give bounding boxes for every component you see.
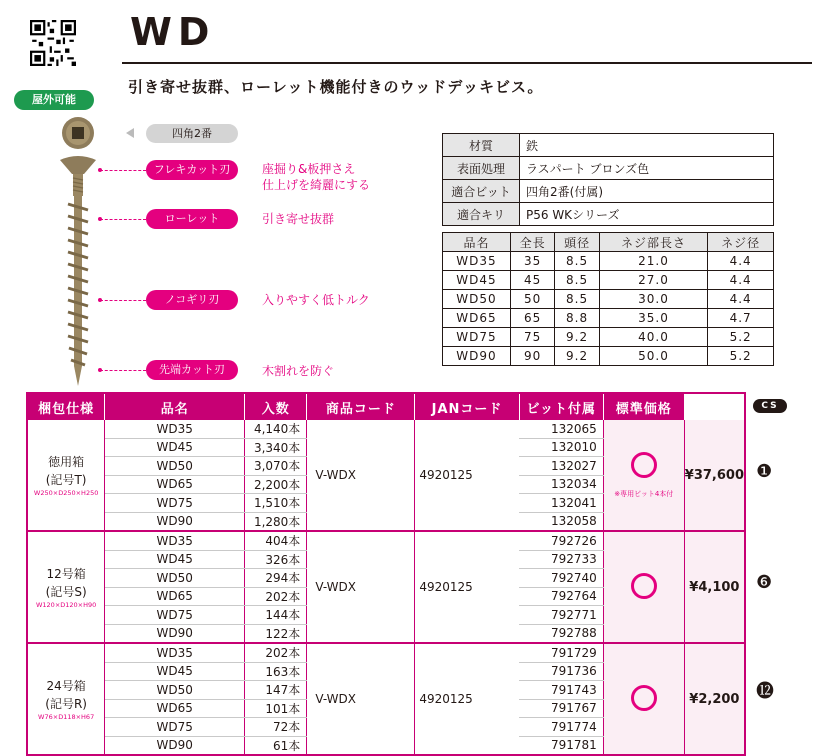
jan-suffix: 132010 <box>519 438 603 457</box>
dims-cell: 5.2 <box>708 347 774 366</box>
column-header: JANコード <box>415 393 519 420</box>
feature-tag-saw: ノコギリ刃 <box>146 290 238 310</box>
quantity: 404本 <box>245 531 307 550</box>
column-header: 入数 <box>245 393 307 420</box>
quantity: 147本 <box>245 681 307 700</box>
pack-cell <box>27 420 105 531</box>
bit-note: ※専用ビット4本付 <box>614 489 674 498</box>
quantity: 61本 <box>245 736 307 755</box>
jan-suffix: 132065 <box>519 420 603 438</box>
code-prefix-text: V-WDX <box>315 468 356 482</box>
product-name: WD45 <box>105 662 245 681</box>
quantity: 72本 <box>245 718 307 737</box>
spec-key: 表面処理 <box>443 157 520 180</box>
feature-desc-tip: 木割れを防ぐ <box>262 364 335 378</box>
quantity: 101本 <box>245 699 307 718</box>
dims-cell: 27.0 <box>599 271 707 290</box>
jan-suffix: 132034 <box>519 475 603 494</box>
jan-suffix: 791729 <box>519 643 603 662</box>
pack-name: 徳用箱 <box>48 454 85 469</box>
title-rule <box>122 62 812 64</box>
pack-cell <box>27 531 105 643</box>
price <box>684 420 745 531</box>
column-header: 梱包仕様 <box>27 393 105 420</box>
product-name: WD35 <box>105 531 245 550</box>
dims-row <box>443 347 774 366</box>
dims-cell: WD50 <box>443 290 511 309</box>
jan-prefix <box>415 531 519 643</box>
spec-value: 四角2番(付属) <box>520 180 774 203</box>
pack-code: (記号R) <box>45 696 87 711</box>
pack-dimensions: W250×D250×H250 <box>33 488 99 497</box>
feature-desc-flexicut: 座掘り&板押さえ 仕上げを綺麗にする <box>262 162 371 192</box>
dims-cell: 40.0 <box>599 328 707 347</box>
product-table <box>26 392 746 756</box>
jan-prefix <box>415 420 519 531</box>
pack-cell <box>27 643 105 755</box>
dims-cell: 35 <box>510 252 554 271</box>
bit-included-icon <box>631 573 657 599</box>
quantity: 144本 <box>245 606 307 625</box>
jan-suffix: 132058 <box>519 512 603 531</box>
quantity: 202本 <box>245 587 307 606</box>
quantity: 122本 <box>245 624 307 643</box>
pack-name: 24号箱 <box>46 678 86 693</box>
table-row <box>27 643 745 662</box>
dims-header: 頭径 <box>555 233 599 252</box>
pack-dimensions: W76×D118×H67 <box>38 712 95 721</box>
spec-row <box>443 157 774 180</box>
quantity: 1,510本 <box>245 494 307 513</box>
column-header: 商品コード <box>307 393 415 420</box>
pack-code: (記号S) <box>45 584 87 599</box>
product-name: WD90 <box>105 512 245 531</box>
dims-cell: WD75 <box>443 328 511 347</box>
product-name: WD75 <box>105 718 245 737</box>
code-prefix <box>307 643 415 755</box>
dims-cell: 45 <box>510 271 554 290</box>
jan-prefix-text: 4920125 <box>419 580 473 594</box>
callout-line <box>100 219 146 220</box>
dims-cell: 9.2 <box>555 328 599 347</box>
dims-cell: 35.0 <box>599 309 707 328</box>
product-name: WD45 <box>105 438 245 457</box>
price <box>684 643 745 755</box>
dims-header: 品名 <box>443 233 511 252</box>
product-title: WD <box>130 10 216 54</box>
dims-cell: 8.5 <box>555 252 599 271</box>
dimensions-table <box>442 232 774 366</box>
jan-suffix: 792733 <box>519 550 603 569</box>
product-name: WD90 <box>105 736 245 755</box>
quantity: 3,340本 <box>245 438 307 457</box>
product-name: WD50 <box>105 569 245 588</box>
dims-header: 全長 <box>510 233 554 252</box>
jan-prefix-text: 4920125 <box>419 468 473 482</box>
dims-cell: 4.7 <box>708 309 774 328</box>
product-name: WD90 <box>105 624 245 643</box>
bit-cell <box>603 531 684 643</box>
feature-tag-tip: 先端カット刃 <box>146 360 238 380</box>
dims-cell: WD35 <box>443 252 511 271</box>
spec-value: ラスパート ブロンズ色 <box>520 157 774 180</box>
product-name: WD45 <box>105 550 245 569</box>
price-text: ¥2,200 <box>689 691 740 707</box>
jan-prefix-text: 4920125 <box>419 692 473 706</box>
code-prefix <box>307 420 415 531</box>
dims-cell: 75 <box>510 328 554 347</box>
jan-suffix: 132027 <box>519 457 603 476</box>
screw-illustration <box>40 108 120 390</box>
jan-suffix: 791781 <box>519 736 603 755</box>
callout-line <box>100 300 146 301</box>
jan-suffix: 792788 <box>519 624 603 643</box>
product-name: WD65 <box>105 699 245 718</box>
quantity: 2,200本 <box>245 475 307 494</box>
jan-suffix: 792771 <box>519 606 603 625</box>
product-name: WD50 <box>105 681 245 700</box>
cs-label: CS <box>753 399 787 413</box>
product-name: WD65 <box>105 475 245 494</box>
dims-cell: 4.4 <box>708 290 774 309</box>
dims-cell: 65 <box>510 309 554 328</box>
outdoor-badge: 屋外可能 <box>14 90 94 110</box>
spec-row <box>443 203 774 226</box>
quantity: 163本 <box>245 662 307 681</box>
dims-cell: 30.0 <box>599 290 707 309</box>
callout-line <box>100 370 146 371</box>
dims-header: ネジ部長さ <box>599 233 707 252</box>
dims-cell: 5.2 <box>708 328 774 347</box>
dims-cell: 8.8 <box>555 309 599 328</box>
spec-key: 材質 <box>443 134 520 157</box>
feature-tag-flexicut: フレキカット刃 <box>146 160 238 180</box>
dims-cell: 9.2 <box>555 347 599 366</box>
quantity: 202本 <box>245 643 307 662</box>
spec-value: 鉄 <box>520 134 774 157</box>
spec-value: P56 WKシリーズ <box>520 203 774 226</box>
quantity: 326本 <box>245 550 307 569</box>
column-header: 標準価格 <box>603 393 684 420</box>
spec-row <box>443 180 774 203</box>
product-name: WD75 <box>105 606 245 625</box>
dims-cell: 4.4 <box>708 252 774 271</box>
jan-suffix: 132041 <box>519 494 603 513</box>
dims-cell: 90 <box>510 347 554 366</box>
qr-code <box>30 20 76 66</box>
code-prefix-text: V-WDX <box>315 580 356 594</box>
jan-suffix: 792764 <box>519 587 603 606</box>
code-prefix <box>307 531 415 643</box>
dims-cell: WD45 <box>443 271 511 290</box>
jan-suffix: 791767 <box>519 699 603 718</box>
dims-row <box>443 328 774 347</box>
jan-suffix: 792740 <box>519 569 603 588</box>
dims-cell: 50 <box>510 290 554 309</box>
spec-row <box>443 134 774 157</box>
dims-row <box>443 290 774 309</box>
callout-line <box>100 170 146 171</box>
product-name: WD35 <box>105 420 245 438</box>
cs-count: ⓬ <box>756 681 774 702</box>
dims-row <box>443 271 774 290</box>
dims-cell: 21.0 <box>599 252 707 271</box>
jan-suffix: 791774 <box>519 718 603 737</box>
spec-key: 適合キリ <box>443 203 520 226</box>
feature-tag-knurl: ローレット <box>146 209 238 229</box>
bit-included-icon <box>631 452 657 478</box>
quantity: 3,070本 <box>245 457 307 476</box>
product-subtitle: 引き寄せ抜群、ローレット機能付きのウッドデッキビス。 <box>128 78 544 96</box>
head-pointer <box>126 128 134 138</box>
bit-cell <box>603 643 684 755</box>
product-name: WD35 <box>105 643 245 662</box>
head-label: 四角2番 <box>146 124 238 143</box>
jan-suffix: 791736 <box>519 662 603 681</box>
feature-desc-saw: 入りやすく低トルク <box>262 293 370 307</box>
bit-cell <box>603 420 684 531</box>
spec-table <box>442 133 774 226</box>
feature-desc-knurl: 引き寄せ抜群 <box>262 212 335 226</box>
dims-cell: WD65 <box>443 309 511 328</box>
jan-suffix: 792726 <box>519 531 603 550</box>
column-header: 品名 <box>105 393 245 420</box>
column-header: ビット付属 <box>519 393 603 420</box>
jan-suffix: 791743 <box>519 681 603 700</box>
dims-cell: 50.0 <box>599 347 707 366</box>
spec-key: 適合ビット <box>443 180 520 203</box>
pack-code: (記号T) <box>45 472 87 487</box>
dims-cell: 8.5 <box>555 290 599 309</box>
pack-dimensions: W120×D120×H90 <box>35 600 97 609</box>
quantity: 4,140本 <box>245 420 307 438</box>
dims-row <box>443 252 774 271</box>
dims-cell: 8.5 <box>555 271 599 290</box>
jan-prefix <box>415 643 519 755</box>
dims-header: ネジ径 <box>708 233 774 252</box>
quantity: 1,280本 <box>245 512 307 531</box>
bit-included-icon <box>631 685 657 711</box>
code-prefix-text: V-WDX <box>315 692 356 706</box>
dims-cell: WD90 <box>443 347 511 366</box>
price-text: ¥37,600 <box>684 467 744 483</box>
dims-cell: 4.4 <box>708 271 774 290</box>
quantity: 294本 <box>245 569 307 588</box>
price <box>684 531 745 643</box>
cs-count: ❻ <box>756 572 773 593</box>
product-name: WD65 <box>105 587 245 606</box>
product-name: WD50 <box>105 457 245 476</box>
table-row <box>27 420 745 438</box>
product-name: WD75 <box>105 494 245 513</box>
pack-name: 12号箱 <box>46 566 86 581</box>
price-text: ¥4,100 <box>689 579 740 595</box>
table-row <box>27 531 745 550</box>
dims-row <box>443 309 774 328</box>
cs-count: ❶ <box>756 461 773 482</box>
